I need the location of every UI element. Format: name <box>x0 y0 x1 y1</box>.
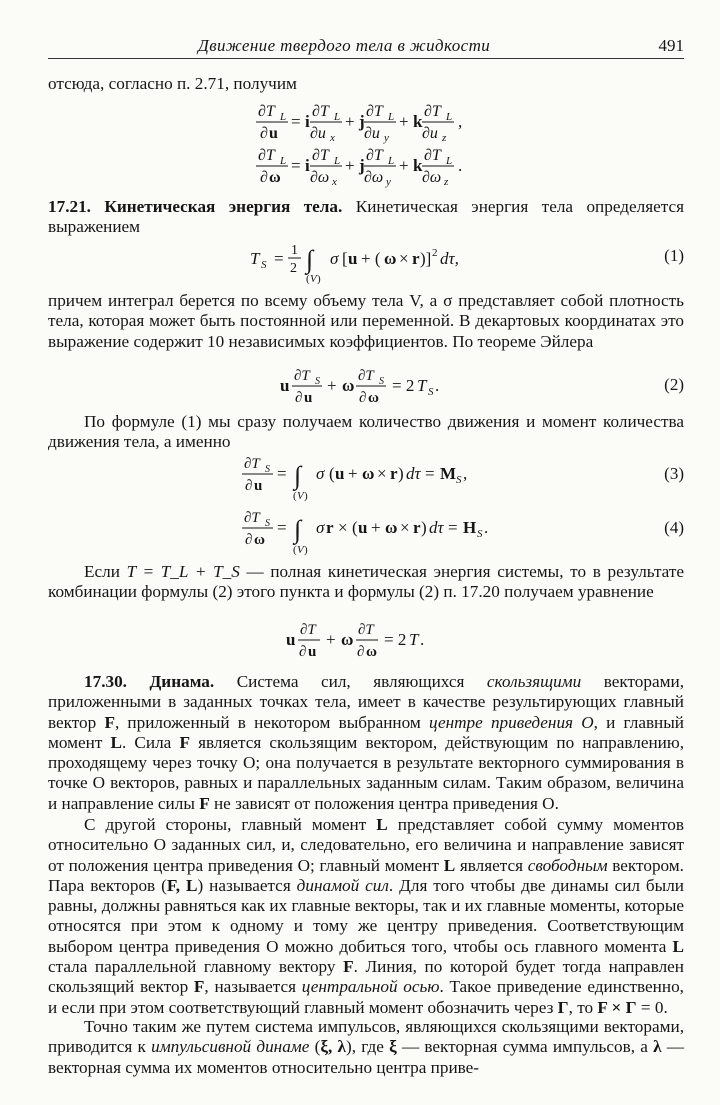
svg-text:x: x <box>330 132 335 144</box>
svg-text:j: j <box>359 112 365 131</box>
svg-text:∂u: ∂u <box>422 125 438 142</box>
svg-text:S: S <box>265 518 270 529</box>
svg-text:∂ω: ∂ω <box>422 169 442 186</box>
svg-text:∂: ∂ <box>357 644 365 660</box>
svg-text:σ: σ <box>330 249 339 268</box>
svg-text:S: S <box>428 386 434 398</box>
svg-text:∂T: ∂T <box>358 368 374 384</box>
equation-4-number: (4) <box>664 518 684 537</box>
svg-text:(: ( <box>329 464 335 483</box>
svg-text:∂u: ∂u <box>364 125 380 142</box>
svg-text:u: u <box>335 464 345 483</box>
svg-text:∂T: ∂T <box>366 103 383 120</box>
svg-text:ω: ω <box>368 390 379 406</box>
section-17-30-paragraph-3: Точно таким же путем система импульсов, являющихся скользящими векторами, приводится к импульсивной динаме (ξ, λ), где ξ — векторная сумма импульсов, а λ — векторная сумма их моментов относительно центра приве- <box>48 1017 684 1077</box>
svg-text:+: + <box>348 464 358 483</box>
svg-text:[: [ <box>342 249 348 268</box>
svg-text:L: L <box>446 155 453 167</box>
equation-4-svg <box>48 506 684 558</box>
svg-text:∫: ∫ <box>294 515 302 544</box>
equation-4 <box>48 506 684 558</box>
svg-text:= 2: = 2 <box>384 630 407 649</box>
svg-text:u: u <box>358 518 368 537</box>
svg-text:∂T: ∂T <box>244 510 260 526</box>
running-header <box>48 36 684 59</box>
svg-text:S: S <box>315 376 320 387</box>
svg-text:): ) <box>317 273 321 285</box>
svg-text:u: u <box>304 390 313 406</box>
svg-text:= 2: = 2 <box>392 376 415 395</box>
svg-text:)]: )] <box>420 249 432 268</box>
equation-1 <box>48 236 684 286</box>
svg-text:ω: ω <box>384 249 397 268</box>
svg-text:.: . <box>484 518 489 537</box>
svg-text:∂: ∂ <box>295 390 303 406</box>
header-title: Движение твердого тела в жидкости <box>198 36 491 55</box>
svg-text:u: u <box>254 478 263 494</box>
paragraph-2: причем интеграл берется по всему объему тела V, а σ представляет собой плотность тела, которая может быть постоянной или переменной. В декартовых координатах это выражение содержит 10 независимых коэффициентов. По теореме Эйлера <box>48 291 684 351</box>
svg-text:(: ( <box>352 518 358 537</box>
svg-text:k: k <box>413 156 423 175</box>
svg-text:+: + <box>345 112 355 131</box>
svg-text:∂: ∂ <box>245 532 253 548</box>
svg-text:i: i <box>305 112 310 131</box>
svg-text:u: u <box>269 125 278 142</box>
svg-text:∂T: ∂T <box>244 456 260 472</box>
svg-text:∂T: ∂T <box>366 147 383 164</box>
svg-text:r: r <box>412 249 420 268</box>
svg-text:y: y <box>386 176 391 188</box>
svg-text:ω: ω <box>385 518 398 537</box>
svg-text:(: ( <box>293 544 297 556</box>
svg-text:+: + <box>399 112 409 131</box>
svg-text:+: + <box>399 156 409 175</box>
svg-text:T: T <box>250 249 260 268</box>
svg-text:L: L <box>446 111 453 123</box>
equation-3-number: (3) <box>664 464 684 483</box>
svg-text:+ (: + ( <box>361 249 381 268</box>
svg-text:): ) <box>421 518 427 537</box>
section-17-30-heading: 17.30. Динама. <box>84 672 215 691</box>
svg-text:y: y <box>384 132 389 144</box>
svg-text:=: = <box>277 464 287 483</box>
svg-text:∂: ∂ <box>359 390 367 406</box>
svg-text:.: . <box>435 376 440 395</box>
svg-text:.: . <box>458 156 463 175</box>
svg-text:M: M <box>440 464 457 483</box>
svg-text:S: S <box>456 474 462 486</box>
equation-1-number: (1) <box>664 246 684 265</box>
svg-text:+: + <box>371 518 381 537</box>
svg-text:2: 2 <box>432 247 438 259</box>
svg-text:∂: ∂ <box>260 125 268 142</box>
svg-text:∂ω: ∂ω <box>364 169 384 186</box>
svg-text:): ) <box>304 490 308 502</box>
page-number: 491 <box>658 36 684 55</box>
equation-1-svg <box>48 236 684 286</box>
section-17-30-paragraph-1: 17.30. Динама. Система сил, являющихся скользящими векторами, приложенными в заданных точках тела, имеет в качестве результирующих главный вектор F, приложенный в некотором выбранном центре приведения O, и главный момент L. Сила F является скользящим вектором, действующим по направлению, проходящему через точку O; она получается в результате векторного суммирования в точке O векторов, равных и параллельных заданным силам. Таким образом, величина и направление силы F не зависят от положения центра приведения O. <box>48 672 685 813</box>
svg-text:u: u <box>286 630 296 649</box>
svg-text:S: S <box>261 259 267 271</box>
svg-text:L: L <box>388 155 395 167</box>
svg-text:ω: ω <box>341 630 354 649</box>
svg-text:S: S <box>477 528 483 540</box>
svg-text:,: , <box>458 112 463 131</box>
section-17-30-paragraph-2: С другой стороны, главный момент L представляет собой сумму моментов относительно O заданных сил, и, следовательно, его величина и направление зависят от положения центра приведения O; главный момент L является свободным вектором. Пара векторов (F, L) называется динамой сил. Для того чтобы две динамы сил были равны, должны равняться как их главные векторы, так и их главные моменты, которые относятся при этом к одному и тому же центру приведения. Соответствующим выбором центра приведения O можно добиться того, чтобы ось главного момента L стала параллельной главному вектору F. Линия, по которой будет тогда направлен скользящий вектор F, называется центральной осью. Такое приведение единственно, и если при этом соответствующий главный момент обозначить через Γ, то F × Γ = 0. <box>48 815 685 1017</box>
svg-text:r: r <box>390 464 398 483</box>
svg-text:L: L <box>334 111 341 123</box>
svg-text:dτ: dτ <box>429 518 444 537</box>
svg-text:ω: ω <box>269 169 281 186</box>
svg-text:=: = <box>291 156 301 175</box>
svg-text:k: k <box>413 112 423 131</box>
svg-text:dτ,: dτ, <box>440 249 459 268</box>
svg-text:V: V <box>297 544 304 556</box>
svg-text:T: T <box>409 630 419 649</box>
equation-top-2 <box>48 140 684 192</box>
svg-text:∂: ∂ <box>299 644 307 660</box>
svg-text:∂T: ∂T <box>424 103 441 120</box>
equation-top-2-svg <box>48 140 684 192</box>
svg-text:ω: ω <box>342 376 355 395</box>
svg-text:z: z <box>444 176 449 188</box>
svg-text:S: S <box>379 376 384 387</box>
svg-text:L: L <box>334 155 341 167</box>
svg-text:S: S <box>265 464 270 475</box>
svg-text:∂T: ∂T <box>312 103 329 120</box>
equation-5-svg <box>48 620 684 664</box>
paragraph-4: Если T = T_L + T_S — полная кинетическая энергия системы, то в результате комбинации формулы (2) этого пункта и формулы (2) п. 17.20 получаем уравнение <box>48 562 684 602</box>
svg-text:dτ: dτ <box>406 464 421 483</box>
svg-text:z: z <box>442 132 447 144</box>
equation-2-svg <box>48 364 684 408</box>
svg-text:ω: ω <box>366 644 377 660</box>
svg-text:V: V <box>297 490 304 502</box>
svg-text:×: × <box>377 464 387 483</box>
section-17-21-heading: 17.21. Кинетическая энергия тела. <box>48 197 343 216</box>
svg-text:L: L <box>388 111 395 123</box>
svg-text:L: L <box>280 155 287 167</box>
svg-text:): ) <box>398 464 404 483</box>
svg-text:r: r <box>326 518 334 537</box>
svg-text:=: = <box>274 249 284 268</box>
svg-text:x: x <box>332 176 337 188</box>
svg-text:∂T: ∂T <box>258 147 275 164</box>
intro-text: отсюда, согласно п. 2.71, получим <box>48 74 297 93</box>
svg-text:j: j <box>359 156 365 175</box>
svg-text:2: 2 <box>290 261 297 276</box>
svg-text:H: H <box>463 518 477 537</box>
svg-text:∂T: ∂T <box>424 147 441 164</box>
equation-3-svg <box>48 452 684 504</box>
svg-text:+: + <box>326 630 336 649</box>
svg-text:.: . <box>420 630 425 649</box>
svg-text:∂u: ∂u <box>310 125 326 142</box>
svg-text:,: , <box>463 464 468 483</box>
svg-text:×: × <box>399 249 409 268</box>
svg-text:∫: ∫ <box>306 245 314 274</box>
paragraph-3: По формуле (1) мы сразу получаем количество движения и момент количества движения тела, а именно <box>48 412 684 452</box>
equation-2-number: (2) <box>664 375 684 394</box>
svg-text:∂T: ∂T <box>312 147 329 164</box>
svg-text:=: = <box>291 112 301 131</box>
svg-text:∂T: ∂T <box>294 368 310 384</box>
svg-text:T: T <box>417 376 427 395</box>
svg-text:σ: σ <box>316 464 325 483</box>
equation-3 <box>48 452 684 504</box>
svg-text:×: × <box>338 518 348 537</box>
svg-text:(: ( <box>306 273 310 285</box>
svg-text:∂T: ∂T <box>300 622 316 638</box>
svg-text:×: × <box>400 518 410 537</box>
svg-text:ω: ω <box>254 532 265 548</box>
svg-text:∂ω: ∂ω <box>310 169 330 186</box>
svg-text:+: + <box>327 376 337 395</box>
svg-text:u: u <box>348 249 358 268</box>
equation-2 <box>48 364 684 408</box>
svg-text:σ: σ <box>316 518 325 537</box>
svg-text:∂T: ∂T <box>258 103 275 120</box>
svg-text:L: L <box>280 111 287 123</box>
svg-text:=: = <box>448 518 458 537</box>
svg-text:(: ( <box>293 490 297 502</box>
svg-text:+: + <box>345 156 355 175</box>
svg-text:=: = <box>277 518 287 537</box>
svg-text:): ) <box>304 544 308 556</box>
svg-text:∂: ∂ <box>260 169 268 186</box>
equation-5 <box>48 620 684 664</box>
svg-text:∂T: ∂T <box>358 622 374 638</box>
svg-text:∫: ∫ <box>294 461 302 490</box>
svg-text:r: r <box>413 518 421 537</box>
section-17-21-intro: 17.21. Кинетическая энергия тела. Кинетическая энергия тела определяется выражением <box>48 197 684 237</box>
svg-text:ω: ω <box>362 464 375 483</box>
svg-text:u: u <box>280 376 290 395</box>
svg-text:i: i <box>305 156 310 175</box>
svg-text:1: 1 <box>291 243 298 258</box>
svg-text:∂: ∂ <box>245 478 253 494</box>
svg-text:V: V <box>310 273 317 285</box>
book-page <box>48 0 684 1105</box>
svg-text:=: = <box>425 464 435 483</box>
svg-text:u: u <box>308 644 317 660</box>
